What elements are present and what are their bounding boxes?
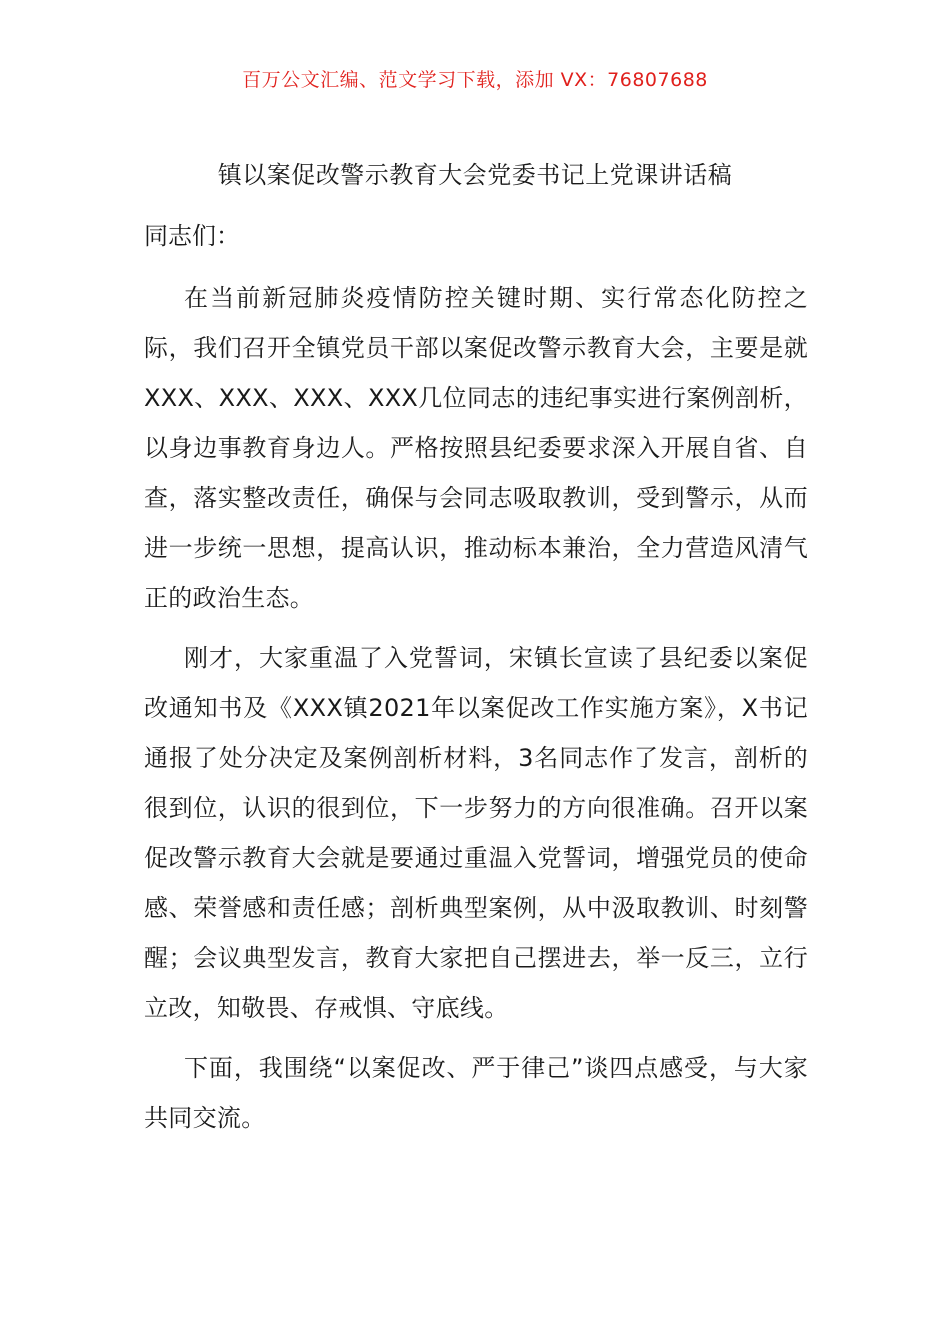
- document-title: 镇以案促改警示教育大会党委书记上党课讲话稿: [217, 161, 733, 189]
- paragraph-1: 在当前新冠肺炎疫情防控关键时期、实行常态化防控之际，我们召开全镇党员干部以案促改警示教育大会，主要是就XXX、XXX、XXX、XXX几位同志的违纪事实进行案例剖析，以身边事教育身边人。严格按照县纪委要求深入开展自省、自查，落实整改责任，确保与会同志吸取教训，受到警示，从而进一步统一思想，提高认识，推动标本兼治，全力营造风清气正的政治生态。: [144, 284, 808, 612]
- salutation: 同志们：: [144, 222, 240, 250]
- paragraph-2: 刚才，大家重温了入党誓词，宋镇长宣读了县纪委以案促改通知书及《XXX镇2021年以案促改工作实施方案》，X书记通报了处分决定及案例剖析材料，3名同志作了发言，剖析的很到位，认识的很到位，下一步努力的方向很准确。召开以案促改警示教育大会就是要通过重温入党誓词，增强党员的使命感、荣誉感和责任感；剖析典型案例，从中汲取教训、时刻警醒；会议典型发言，教育大家把自己摆进去，举一反三，立行立改，知敬畏、存戒惧、守底线。: [144, 644, 808, 1022]
- header-note: 百万公文汇编、范文学习下载，添加 VX：76807688: [242, 69, 708, 91]
- paragraph-3: 下面，我围绕“以案促改、严于律己”谈四点感受，与大家共同交流。: [144, 1054, 808, 1132]
